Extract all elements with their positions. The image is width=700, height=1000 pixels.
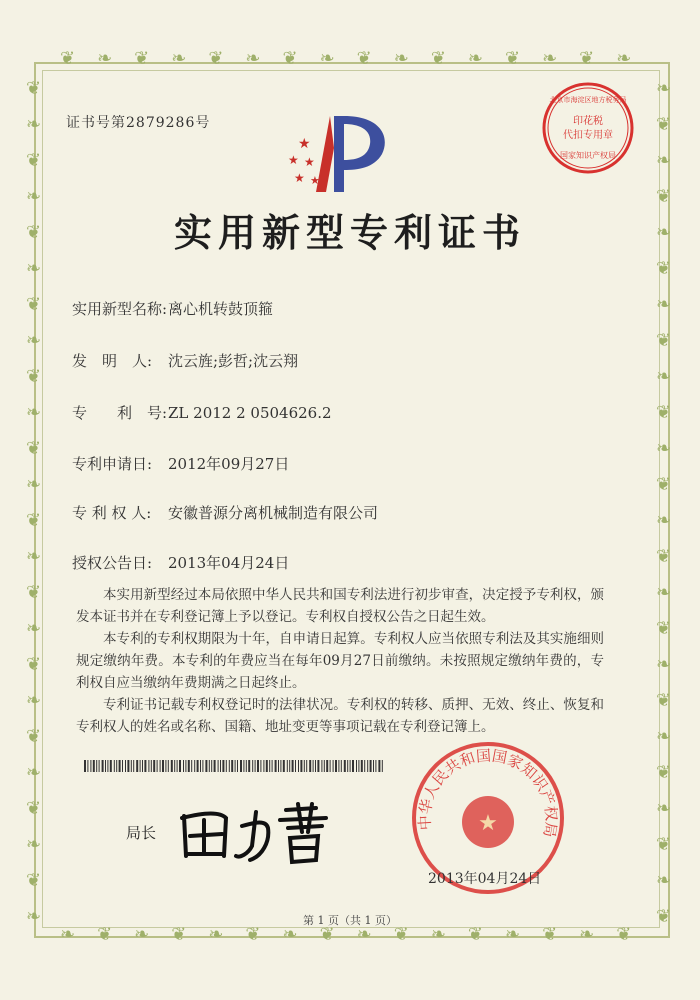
field-grant-date [72, 552, 289, 573]
field-label: 授权公告日: [72, 554, 153, 572]
tax-stamp-seal [540, 80, 636, 176]
paragraph-3: 专利证书记载专利权登记时的法律状况。专利权的转移、质押、无效、终止、恢复和专利权人的姓名或名称、国籍、地址变更等事项记载在专利登记簿上。 [76, 697, 604, 735]
paragraph-2: 本专利的专利权期限为十年，自申请日起算。专利权人应当依照专利法及其实施细则规定缴纳年费。本专利的年费应当在每年09月27日前缴纳。未按照规定缴纳年费的，专利权自应当缴纳年费期满之日起终止。 [76, 631, 604, 691]
sipo-logo [286, 108, 396, 198]
signature-label: 局长 [126, 824, 157, 842]
vine-ornament-bottom: ❧❦❧❦❧❦❧❦❧❦❧❦❧❦❧❦ [60, 924, 654, 945]
field-label: 专 利 号: [72, 404, 168, 422]
field-value: 2012年09月27日 [168, 455, 290, 473]
field-patent-number [72, 402, 332, 423]
field-patentee [72, 502, 378, 523]
svg-text:★: ★ [478, 811, 498, 836]
field-inventor [72, 350, 298, 371]
svg-text:国家知识产权局: 国家知识产权局 [560, 151, 616, 160]
vine-ornament-top: ❦❧❦❧❦❧❦❧❦❧❦❧❦❧❦❧ [60, 48, 654, 69]
field-value: 安徽普源分离机械制造有限公司 [168, 504, 379, 522]
field-value: 离心机转鼓顶箍 [168, 300, 274, 318]
field-label: 实用新型名称: [72, 300, 168, 318]
svg-text:★: ★ [294, 171, 305, 185]
svg-text:印花税: 印花税 [573, 116, 603, 127]
field-label: 专 利 权 人: [72, 504, 152, 522]
field-value: 2013年04月24日 [168, 554, 290, 572]
page-footer: 第 1 页（共 1 页） [303, 914, 397, 927]
svg-text:★: ★ [288, 153, 299, 167]
field-label: 发 明 人: [72, 352, 153, 370]
paragraph-1: 本实用新型经过本局依照中华人民共和国专利法进行初步审查，决定授予专利权，颁发本证书并在专利登记簿上予以登记。专利权自授权公告之日起生效。 [76, 587, 604, 625]
vine-ornament-left: ❦ ❧ ❦ ❧ ❦ ❧ ❦ ❧ ❦ ❧ ❦ ❧ ❦ ❧ ❦ ❧ ❦ ❧ ❦ ❧ ❦ ❧ ❦ ❧ [26, 78, 42, 927]
svg-text:代扣专用章: 代扣专用章 [563, 130, 613, 141]
director-signature [176, 798, 336, 868]
field-value: ZL 2012 2 0504626.2 [168, 404, 332, 422]
svg-text:★: ★ [298, 136, 311, 152]
svg-text:北京市海淀区地方税务局: 北京市海淀区地方税务局 [549, 96, 627, 104]
field-value: 沈云旌;彭哲;沈云翔 [168, 352, 299, 370]
svg-text:中华人民共和国国家知识产权局: 中华人民共和国国家知识产权局 [415, 746, 561, 839]
svg-text:★: ★ [304, 155, 315, 169]
field-application-date [72, 453, 289, 474]
barcode [84, 760, 384, 772]
vine-ornament-right: ❧ ❦ ❧ ❦ ❧ ❦ ❧ ❦ ❧ ❦ ❧ ❦ ❧ ❦ ❧ ❦ ❧ ❦ ❧ ❦ ❧ ❦ ❧ ❦ [656, 78, 672, 927]
svg-text:★: ★ [310, 174, 320, 187]
page-title: 实用新型专利证书 [173, 210, 526, 255]
field-utility-model-name [72, 298, 273, 319]
certificate-number: 证书号第2879286号 [66, 115, 211, 131]
field-label: 专利申请日: [72, 455, 153, 473]
seal-date: 2013年04月24日 [428, 871, 542, 887]
